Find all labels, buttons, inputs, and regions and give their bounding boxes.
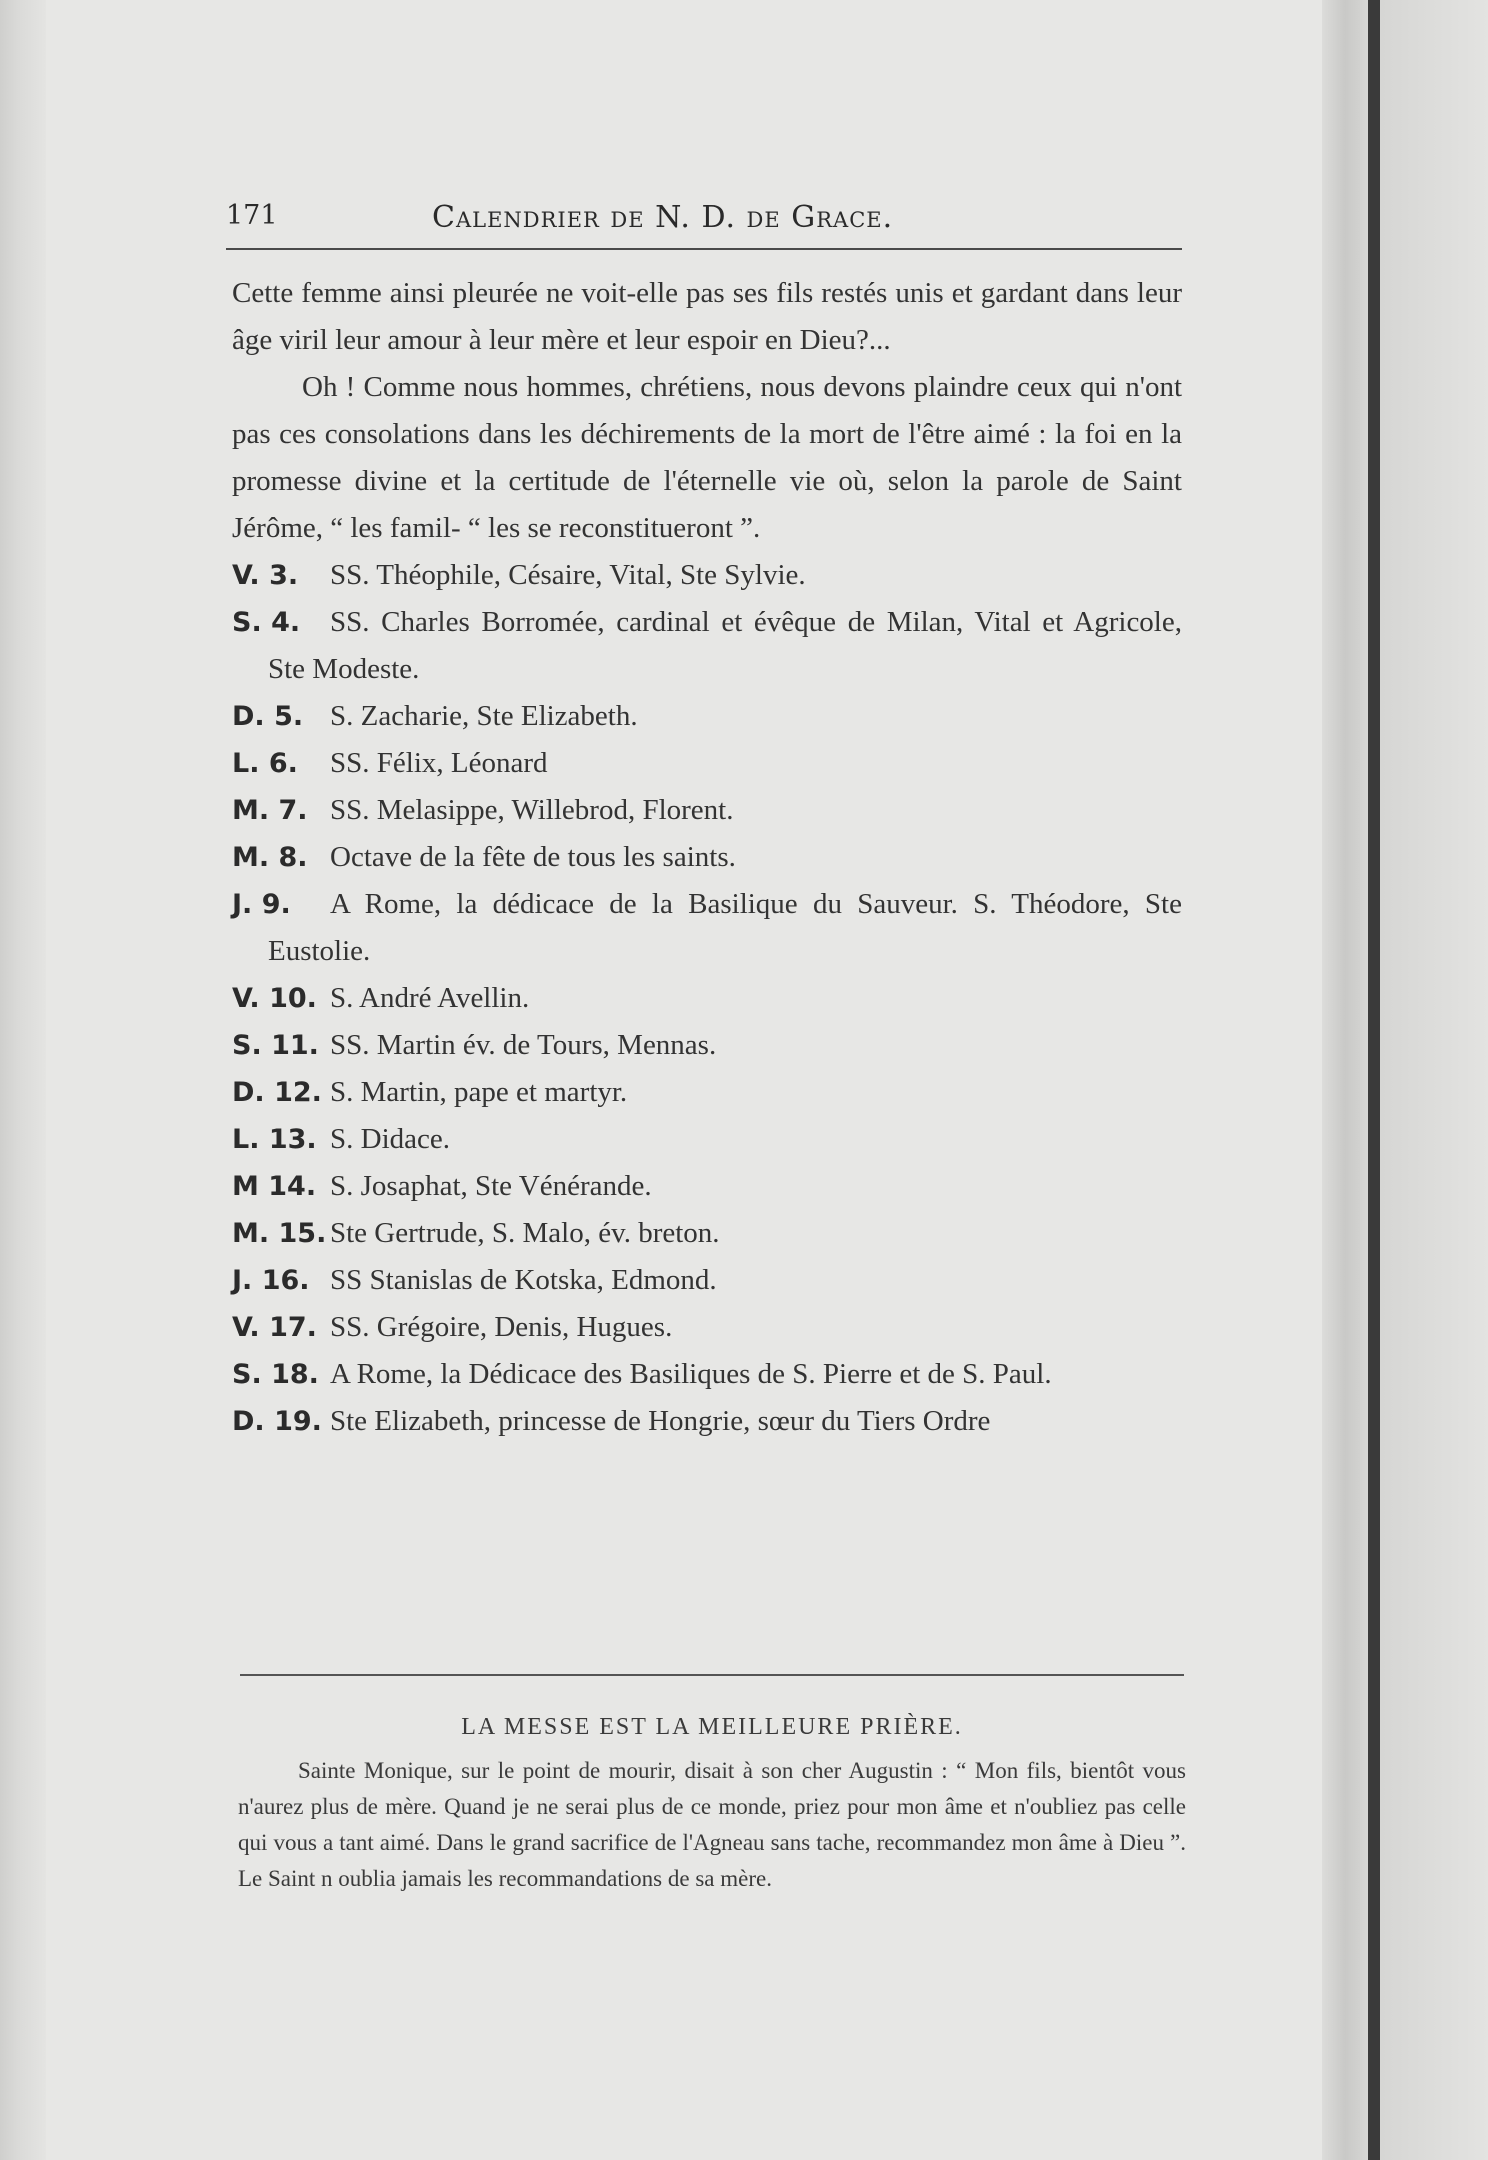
calendar-entry	[232, 1069, 1182, 1116]
page-number: 171	[226, 200, 278, 231]
entry-day: M. 7.	[232, 795, 308, 826]
entry-text: SS. Martin év. de Tours, Mennas.	[330, 1029, 717, 1061]
entry-text: Ste Gertrude, S. Malo, év. breton.	[330, 1217, 720, 1249]
calendar-entry	[232, 975, 1182, 1022]
book-gutter	[0, 0, 46, 2160]
entry-text: S. Zacharie, Ste Elizabeth.	[330, 700, 638, 732]
entry-day: S. 11.	[232, 1030, 319, 1061]
footer-rule	[240, 1674, 1184, 1676]
calendar-entry	[232, 787, 1182, 834]
footer-note	[238, 1714, 1186, 1897]
calendar-entry	[232, 1022, 1182, 1069]
running-title: Calendrier de N. D. de Grace.	[432, 200, 894, 235]
calendar-entry	[232, 1257, 1182, 1304]
entry-text: SS. Théophile, Césaire, Vital, Ste Sylvie.	[330, 559, 806, 591]
entry-day: S. 18.	[232, 1359, 319, 1390]
page-header	[226, 200, 1182, 240]
calendar-entry	[232, 881, 1182, 975]
calendar-entry	[232, 693, 1182, 740]
entry-text: S. Martin, pape et martyr.	[330, 1076, 628, 1108]
calendar-entry	[232, 1163, 1182, 1210]
calendar-entry	[232, 1398, 1182, 1445]
entry-text: SS Stanislas de Kotska, Edmond.	[330, 1264, 717, 1296]
main-text	[232, 270, 1182, 1445]
entry-text: SS. Grégoire, Denis, Hugues.	[330, 1311, 673, 1343]
entry-text: SS. Melasippe, Willebrod, Florent.	[330, 794, 734, 826]
entry-text: Octave de la fête de tous les saints.	[330, 841, 736, 873]
page-dark-border	[1368, 0, 1380, 2160]
footer-text: Sainte Monique, sur le point de mourir, disait à son cher Augustin : “ Mon fils, bientôt vous n'aurez plus de mère. Quand je ne serai plus de ce monde, priez pour mon âme et n'oubliez pas celle qui vous a tant aimé. Dans le grand sacrifice de l'Agneau sans tache, recommandez mon âme à Dieu ”. Le Saint n oublia jamais les recommandations de sa mère.	[238, 1758, 1186, 1891]
calendar-entry	[232, 1351, 1182, 1398]
calendar-entry	[232, 599, 1182, 693]
calendar-entry	[232, 1116, 1182, 1163]
entry-text: S. André Avellin.	[330, 982, 530, 1014]
entry-text: Ste Elizabeth, princesse de Hongrie, sœur du Tiers Ordre	[330, 1405, 991, 1437]
entry-day: D. 12.	[232, 1077, 322, 1108]
entry-text: SS. Félix, Léonard	[330, 747, 548, 779]
entry-day: D. 5.	[232, 701, 304, 732]
footer-title: LA MESSE EST LA MEILLEURE PRIÈRE.	[461, 1714, 963, 1740]
entry-text: S. Josaphat, Ste Vénérande.	[330, 1170, 652, 1202]
calendar-entry	[232, 834, 1182, 881]
entry-day: S. 4.	[232, 607, 301, 638]
entry-day: L. 13.	[232, 1124, 317, 1155]
calendar-entry	[232, 1210, 1182, 1257]
entry-day: V. 10.	[232, 983, 317, 1014]
intro-paragraph-1: Cette femme ainsi pleurée ne voit-elle pas ses fils restés unis et gardant dans leur âge viril leur amour à leur mère et leur espoir en Dieu?...	[232, 277, 1182, 356]
entry-text: A Rome, la dédicace de la Basilique du Sauveur. S. Théodore, Ste Eustolie.	[268, 888, 1182, 967]
entry-text: SS. Charles Borromée, cardinal et évêque de Milan, Vital et Agricole, Ste Modeste.	[268, 606, 1182, 685]
entry-day: V. 17.	[232, 1312, 317, 1343]
entry-day: D. 19.	[232, 1406, 322, 1437]
entry-day: M. 8.	[232, 842, 308, 873]
calendar-entry	[232, 552, 1182, 599]
entry-day: V. 3.	[232, 560, 299, 591]
calendar-entry	[232, 1304, 1182, 1351]
entry-day: J. 9.	[232, 889, 291, 920]
entry-text: A Rome, la Dédicace des Basiliques de S. Pierre et de S. Paul.	[330, 1358, 1052, 1390]
entry-day: L. 6.	[232, 748, 298, 779]
entry-text: S. Didace.	[330, 1123, 450, 1155]
calendar-entry	[232, 740, 1182, 787]
header-rule	[226, 248, 1182, 250]
page-edge-shadow	[1322, 0, 1368, 2160]
entry-day: M 14.	[232, 1171, 317, 1202]
entry-day: J. 16.	[232, 1265, 310, 1296]
intro-paragraph-2: Oh ! Comme nous hommes, chrétiens, nous devons plaindre ceux qui n'ont pas ces consolations dans les déchirements de la mort de l'être aimé : la foi en la promesse divine et la certitude de l'éternelle vie où, selon la parole de Saint Jérôme, “ les famil- “ les se reconstitueront ”.	[232, 371, 1182, 544]
adjacent-page	[1380, 0, 1488, 2160]
entry-day: M. 15.	[232, 1218, 327, 1249]
